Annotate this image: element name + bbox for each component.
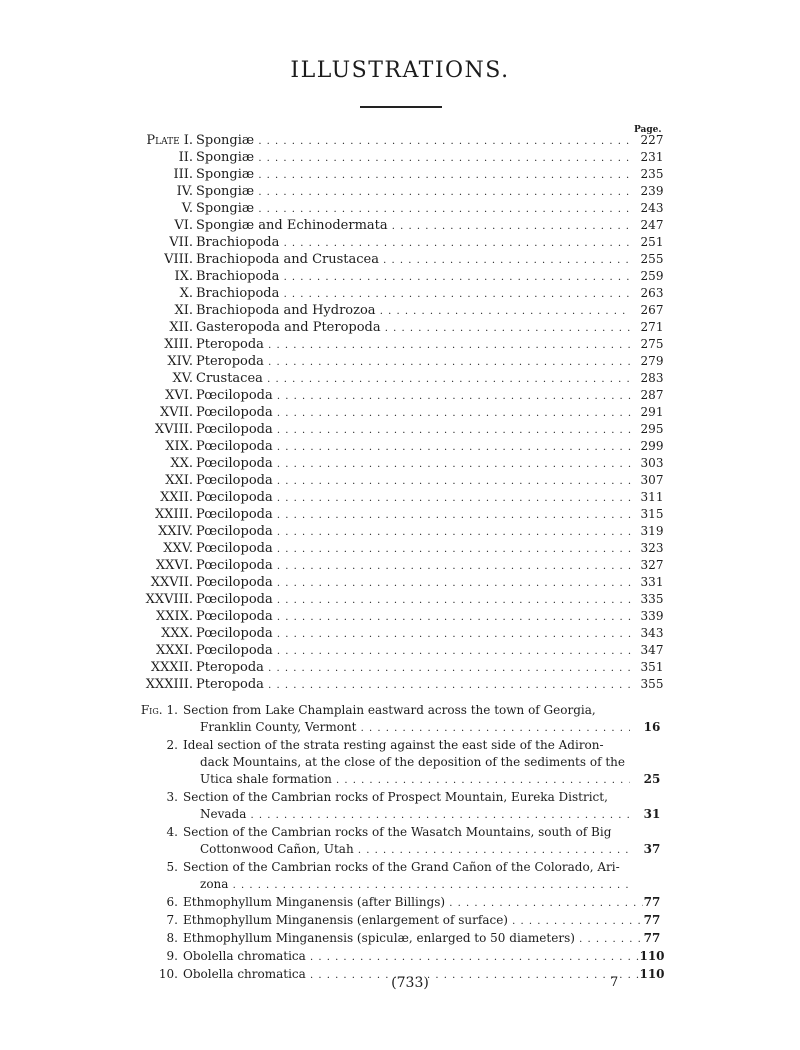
plate-number [0,404,193,421]
page-column-header: Page. [634,125,662,135]
figure-caption-line [200,841,630,859]
figure-item [0,702,800,736]
plate-numeral: XXV. [163,541,193,556]
figure-caption-text: Ethmophyllum Minganensis (spiculæ, enlarged to 50 diameters) [183,931,575,945]
plate-numeral: XXXII. [150,660,193,675]
plate-page-number: 331 [640,575,664,589]
plate-row [0,132,800,149]
plate-number [0,200,193,217]
figure-item [0,894,800,911]
figure-number [0,894,178,911]
plate-numeral: XIX. [165,439,193,454]
plate-row [0,540,800,557]
plate-page-number: 299 [640,439,664,453]
plate-title-text: Pœcilopoda [196,558,273,573]
plate-row [0,455,800,472]
plate-row [0,523,800,540]
plate-title [196,421,631,439]
figure-numeral: 9. [166,949,178,963]
plate-title-text: Pœcilopoda [196,541,273,556]
figure-caption-line [183,894,643,912]
plate-title [196,166,631,184]
plate-numeral: IX. [174,269,193,284]
plate-page-number: 319 [640,524,664,538]
plate-number [0,234,193,251]
plate-number [0,489,193,506]
plate-title-text: Pœcilopoda [196,422,273,437]
figure-caption-line [200,806,630,824]
figure-page-number: 77 [643,895,661,909]
plate-page-number: 231 [640,150,664,164]
plate-row [0,659,800,676]
plate-row [0,557,800,574]
plate-number [0,370,193,387]
plate-title-text: Crustacea [196,371,263,386]
figure-line [0,806,800,823]
plate-numeral: III. [173,167,193,182]
plate-number [0,285,193,302]
plate-row [0,421,800,438]
plate-number [0,149,193,166]
plate-row [0,166,800,183]
plate-row [0,608,800,625]
figure-caption-text: Section of the Cambrian rocks of the Grand Cañon of the Colorado, Ari- [183,860,620,874]
plate-page-number: 287 [640,388,664,402]
plate-title [196,591,631,609]
plate-row [0,183,800,200]
figure-line [0,737,800,754]
figure-numeral: 5. [166,860,178,874]
plate-page-number: 259 [640,269,664,283]
figure-numeral: 3. [166,790,178,804]
plate-title-text: Pœcilopoda [196,473,273,488]
plate-numeral: XXVII. [150,575,193,590]
plate-numeral: XIII. [164,337,193,352]
figure-number [0,702,178,719]
plate-number [0,625,193,642]
plate-title [196,336,631,354]
plate-title-text: Pœcilopoda [196,592,273,607]
plate-number [0,353,193,370]
plate-page-number: 351 [640,660,664,674]
plate-row [0,387,800,404]
plates-list [0,132,800,693]
plate-title [196,251,631,269]
plate-numeral: V. [181,201,193,216]
plate-title [196,370,631,388]
plate-title [196,302,631,320]
fig-word: Fig. [140,703,163,717]
plate-row [0,591,800,608]
plate-row [0,217,800,234]
figure-caption-text: Section of the Cambrian rocks of the Wasatch Mountains, south of Big [183,825,612,839]
plate-row [0,200,800,217]
plate-number [0,217,193,234]
plate-numeral: XXIX. [155,609,193,624]
plate-page-number: 303 [640,456,664,470]
plate-title-text: Pteropoda [196,660,264,675]
plate-page-number: 339 [640,609,664,623]
figures-list [0,702,800,984]
plate-numeral: VI. [174,218,193,233]
plate-page-number: 275 [640,337,664,351]
figure-caption-text: Ethmophyllum Minganensis (enlargement of surface) [183,913,508,927]
plate-title [196,472,631,490]
plate-page-number: 279 [640,354,664,368]
plate-page-number: 267 [640,303,664,317]
signature-mark: 7 [610,975,619,990]
plate-numeral: XXVIII. [145,592,193,607]
figure-caption-text: Ethmophyllum Minganensis (after Billings) [183,895,446,909]
page-number: (733) [391,975,429,991]
plate-number [0,387,193,404]
plate-row [0,336,800,353]
plate-title-text: Pœcilopoda [196,405,273,420]
plate-title [196,557,631,575]
figure-caption-text: zona [200,877,229,891]
figure-item [0,824,800,858]
plate-title-text: Brachiopoda and Crustacea [196,252,379,267]
plate-number [0,642,193,659]
plate-title [196,404,631,422]
plate-title [196,183,631,201]
plate-numeral: II. [178,150,193,165]
figure-caption-text: Nevada [200,807,247,821]
plate-page-number: 295 [640,422,664,436]
plate-title-text: Pteropoda [196,337,264,352]
plate-page-number: 247 [640,218,664,232]
figure-page-number: 77 [643,931,661,945]
plate-title [196,387,631,405]
plate-number [0,608,193,625]
plate-numeral: XVIII. [154,422,193,437]
plate-title [196,132,631,150]
plate-numeral: XVII. [159,405,193,420]
figure-number [0,912,178,929]
plate-numeral: XXX. [161,626,193,641]
plate-page-number: 315 [640,507,664,521]
figure-caption-text: Cottonwood Cañon, Utah [200,842,354,856]
figure-page-number: 31 [643,807,661,821]
plate-title [196,523,631,541]
figure-numeral: 8. [166,931,178,945]
plate-row [0,642,800,659]
plate-row [0,268,800,285]
plate-title-text: Spongiæ [196,133,255,148]
figure-number [0,930,178,947]
plate-title-text: Pœcilopoda [196,490,273,505]
plate-page-number: 307 [640,473,664,487]
figure-line [0,702,800,719]
plate-number [0,251,193,268]
figure-caption-line [183,789,643,806]
figure-page-number: 77 [643,913,661,927]
figure-caption-line [183,859,643,876]
plate-title-text: Pteropoda [196,354,264,369]
plate-page-number: 327 [640,558,664,572]
plate-title-text: Brachiopoda and Hydrozoa [196,303,376,318]
figure-item [0,930,800,947]
plate-number [0,574,193,591]
figure-caption-line [183,737,643,754]
plate-row [0,319,800,336]
plate-numeral: VIII. [164,252,193,267]
plate-page-number: 335 [640,592,664,606]
figure-caption-text: Section of the Cambrian rocks of Prospect Mountain, Eureka District, [183,790,608,804]
plate-numeral: XI. [174,303,193,318]
plate-title-text: Brachiopoda [196,269,280,284]
plate-number [0,540,193,557]
figure-numeral: 6. [166,895,178,909]
figure-page-number: 25 [643,772,661,786]
figure-item [0,737,800,788]
figure-caption-line [183,930,643,948]
figure-caption-text: dack Mountains, at the close of the deposition of the sediments of the [200,755,625,769]
plate-row [0,149,800,166]
plate-page-number: 355 [640,677,664,691]
plate-title [196,217,631,235]
page-title: ILLUSTRATIONS. [290,58,510,83]
plate-numeral: XXII. [160,490,193,505]
plate-number [0,557,193,574]
figure-line [0,841,800,858]
plate-title [196,642,631,660]
plate-page-number: 235 [640,167,664,181]
figure-item [0,859,800,893]
plate-page-number: 347 [640,643,664,657]
plate-row [0,438,800,455]
figure-item [0,789,800,823]
plate-numeral: XIV. [167,354,193,369]
plate-title-text: Pœcilopoda [196,643,273,658]
plate-title [196,489,631,507]
figure-caption-text: Utica shale formation [200,772,332,786]
figure-page-number: 110 [639,967,665,981]
plate-title [196,268,631,286]
plate-title [196,659,631,677]
figure-caption-line [183,912,643,930]
figure-line [0,771,800,788]
figure-caption-text: Obolella chromatica [183,967,306,981]
plate-row [0,251,800,268]
plate-title-text: Spongiæ [196,184,255,199]
figure-page-number: 37 [643,842,661,856]
figure-line [0,876,800,893]
plate-page-number: 263 [640,286,664,300]
figure-line [0,859,800,876]
plate-title-text: Pteropoda [196,677,264,692]
figure-item [0,948,800,965]
plate-title-text: Pœcilopoda [196,456,273,471]
plate-number [0,268,193,285]
figure-line [0,948,800,965]
plate-number [0,455,193,472]
figure-numeral: 10. [158,967,178,981]
plate-row [0,676,800,693]
plate-title-text: Pœcilopoda [196,524,273,539]
plate-row [0,285,800,302]
figure-line [0,894,800,911]
plate-page-number: 243 [640,201,664,215]
figure-page-number: 110 [639,949,665,963]
plate-number [0,591,193,608]
plate-numeral: XVI. [165,388,193,403]
plate-row [0,302,800,319]
figure-caption-line [183,948,643,966]
figure-number [0,789,178,806]
plate-row [0,353,800,370]
plate-title [196,625,631,643]
plate-title-text: Pœcilopoda [196,609,273,624]
plate-number [0,676,193,693]
plate-page-number: 239 [640,184,664,198]
plate-page-number: 227 [640,133,664,147]
plate-title-text: Pœcilopoda [196,439,273,454]
plate-row [0,472,800,489]
figure-caption-line [200,876,630,894]
plate-title-text: Spongiæ [196,201,255,216]
plate-page-number: 283 [640,371,664,385]
plate-title-text: Pœcilopoda [196,388,273,403]
plate-title-text: Spongiæ [196,150,255,165]
plate-number [0,183,193,200]
plate-title [196,676,631,694]
figure-line [0,824,800,841]
plate-page-number: 311 [640,490,664,504]
figure-caption-text: Franklin County, Vermont [200,720,357,734]
plate-title [196,200,631,218]
plate-title [196,319,631,337]
figure-caption-line [200,754,630,771]
plate-number [0,166,193,183]
plate-page-number: 343 [640,626,664,640]
plate-number [0,472,193,489]
figure-caption-line [183,702,643,719]
plate-numeral: XXIV. [158,524,193,539]
figure-line [0,930,800,947]
plate-title-text: Pœcilopoda [196,626,273,641]
figure-number [0,948,178,965]
figure-number [0,859,178,876]
figure-line [0,912,800,929]
title-rule [360,106,442,108]
figure-caption-line [183,824,643,841]
plate-row [0,370,800,387]
figure-page-number: 16 [643,720,661,734]
plate-title-text: Pœcilopoda [196,575,273,590]
figure-line [0,719,800,736]
plate-number [0,659,193,676]
plate-number [0,523,193,540]
plate-row [0,506,800,523]
plate-title [196,438,631,456]
plate-title-text: Spongiæ and Echinodermata [196,218,388,233]
plate-number [0,336,193,353]
plate-page-number: 291 [640,405,664,419]
plate-title [196,149,631,167]
plate-numeral: VII. [169,235,193,250]
plate-number [0,421,193,438]
plate-row [0,574,800,591]
figure-numeral: 7. [166,913,178,927]
figure-number [0,966,178,983]
plate-row [0,489,800,506]
figure-line [0,789,800,806]
figure-caption-text: Obolella chromatica [183,949,306,963]
plate-page-number: 255 [640,252,664,266]
plate-number [0,319,193,336]
plate-numeral: XXXI. [155,643,193,658]
plate-numeral: XXXIII. [145,677,193,692]
plate-row [0,234,800,251]
plate-numeral: XXIII. [154,507,193,522]
plate-title [196,608,631,626]
plate-title [196,574,631,592]
figure-numeral: 4. [166,825,178,839]
plate-numeral: IV. [176,184,193,199]
plate-title-text: Brachiopoda [196,286,280,301]
plate-numeral: XX. [170,456,193,471]
plate-page-number: 251 [640,235,664,249]
figure-number [0,824,178,841]
plate-row [0,404,800,421]
figure-caption-text: Ideal section of the strata resting against the east side of the Adiron- [183,738,604,752]
plate-number [0,506,193,523]
plate-numeral: I. [183,133,193,148]
plate-title [196,285,631,303]
plate-word: Plate [146,133,180,148]
plate-page-number: 323 [640,541,664,555]
plate-title [196,540,631,558]
plate-title-text: Pœcilopoda [196,507,273,522]
plate-title-text: Spongiæ [196,167,255,182]
plate-title [196,455,631,473]
figure-numeral: 2. [166,738,178,752]
plate-number [0,438,193,455]
figure-caption-text: Section from Lake Champlain eastward across the town of Georgia, [183,703,596,717]
plate-row [0,625,800,642]
plate-title [196,506,631,524]
plate-number [0,302,193,319]
plate-numeral: XV. [172,371,193,386]
figure-caption-line [200,719,630,737]
plate-numeral: XXI. [165,473,193,488]
plate-title [196,353,631,371]
plate-numeral: XXVI. [155,558,193,573]
plate-title [196,234,631,252]
figure-numeral: 1. [166,703,178,717]
plate-number [0,132,193,149]
plate-title-text: Gasteropoda and Pteropoda [196,320,381,335]
plate-page-number: 271 [640,320,664,334]
figure-number [0,737,178,754]
figure-item [0,912,800,929]
plate-numeral: X. [179,286,193,301]
plate-title-text: Brachiopoda [196,235,280,250]
figure-caption-line [200,771,630,789]
figure-line [0,754,800,771]
plate-numeral: XII. [169,320,193,335]
